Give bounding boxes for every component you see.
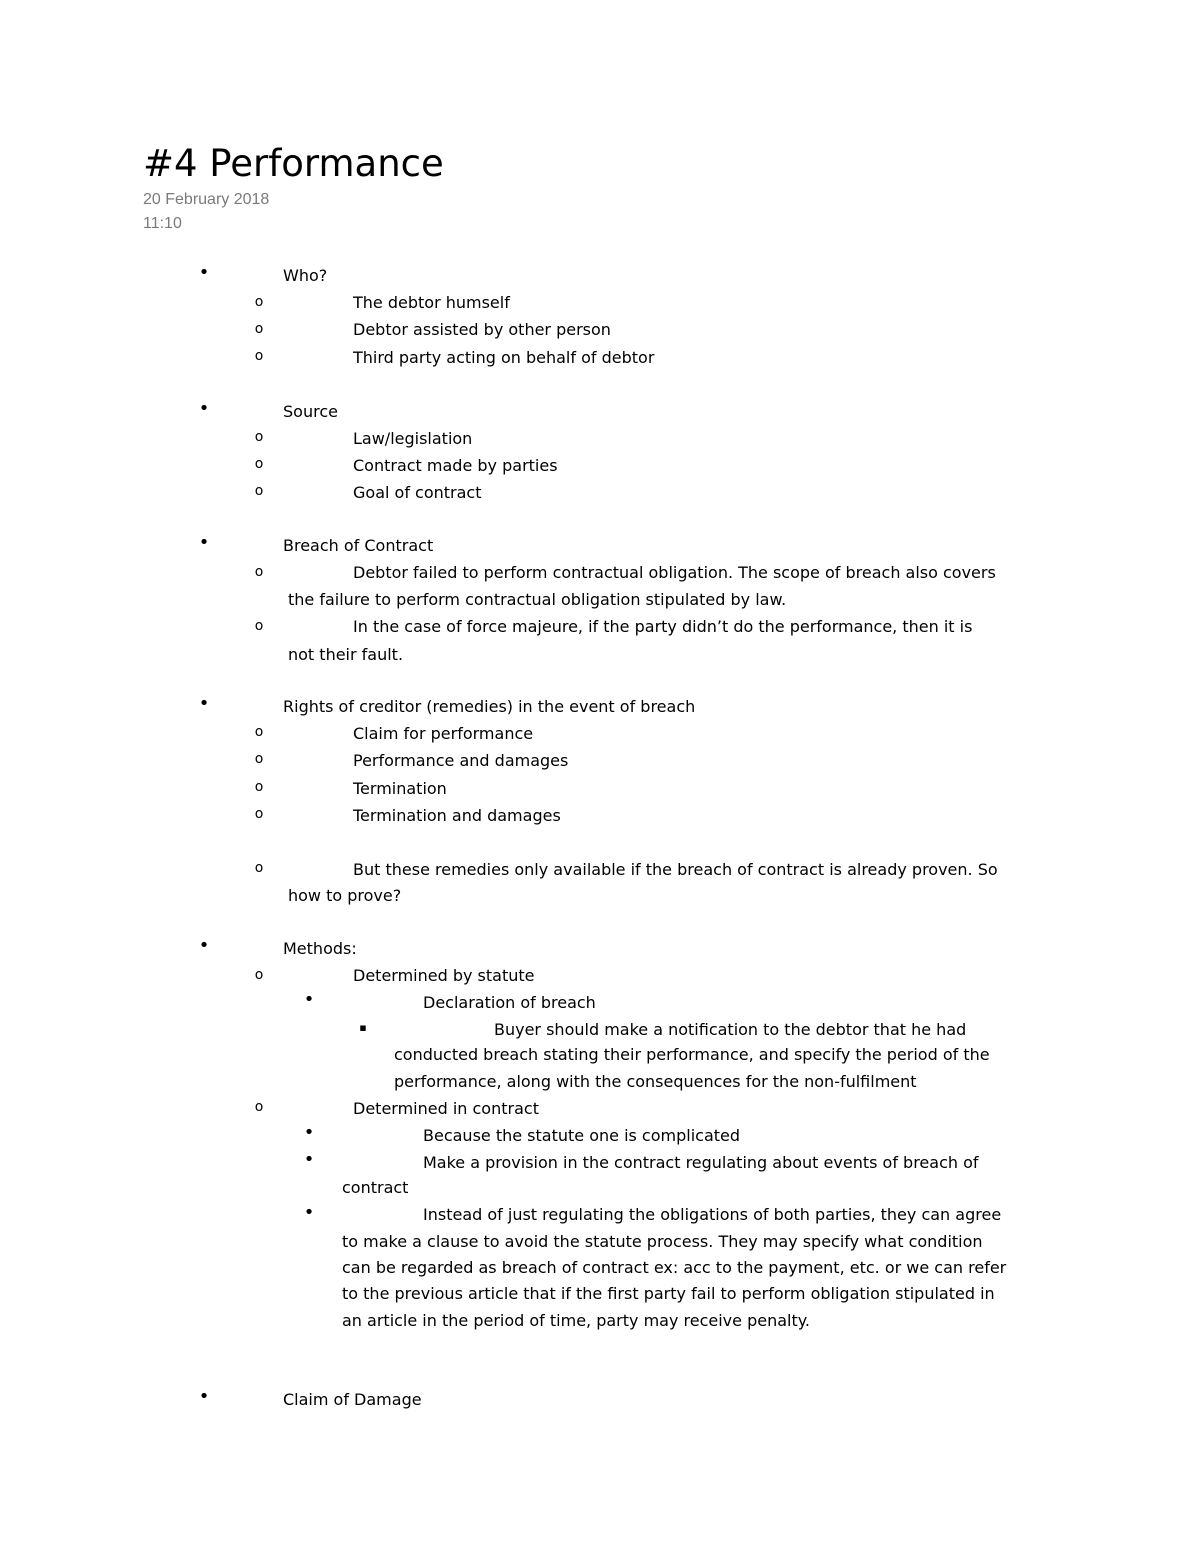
circle-bullet-icon: o (254, 456, 264, 472)
bullet-icon: • (198, 398, 210, 419)
circle-bullet-icon: o (254, 806, 264, 822)
list-item: Debtor assisted by other person (353, 320, 611, 339)
bullet-icon: • (198, 693, 210, 714)
list-item: Termination (353, 779, 447, 798)
list-item: Claim for performance (353, 724, 534, 743)
circle-bullet-icon: o (254, 348, 264, 364)
page-title: #4 Performance (143, 142, 444, 185)
list-item-continuation: not their fault. (288, 645, 404, 664)
list-item: Debtor failed to perform contractual obligation. The scope of breach also covers (353, 563, 996, 582)
list-item: Make a provision in the contract regulating about events of breach of (423, 1153, 979, 1172)
section-heading-breach: Breach of Contract (283, 536, 434, 555)
section-heading-who: Who? (283, 266, 328, 285)
list-item-continuation: contract (342, 1178, 409, 1197)
list-item: Determined by statute (353, 966, 535, 985)
note-time: 11:10 (143, 215, 182, 232)
list-item-continuation: performance, along with the consequences for the non-fulfilment (394, 1072, 917, 1091)
bullet-icon: • (198, 532, 210, 553)
list-item: Declaration of breach (423, 993, 596, 1012)
list-item-continuation: to make a clause to avoid the statute process. They may specify what condition (342, 1232, 983, 1251)
bullet-icon: • (198, 1386, 210, 1407)
list-item-continuation: to the previous article that if the first party fail to perform obligation stipulated in (342, 1284, 995, 1303)
circle-bullet-icon: o (254, 321, 264, 337)
bullet-icon: • (303, 1202, 315, 1223)
list-item: Third party acting on behalf of debtor (353, 348, 655, 367)
bullet-icon: • (303, 989, 315, 1010)
section-heading-source: Source (283, 402, 338, 421)
circle-bullet-icon: o (254, 618, 264, 634)
note-date: 20 February 2018 (143, 191, 270, 208)
list-item-continuation: the failure to perform contractual obligation stipulated by law. (288, 590, 787, 609)
list-item-continuation: can be regarded as breach of contract ex: acc to the payment, etc. or we can refer (342, 1258, 1007, 1277)
list-item-continuation: conducted breach stating their performance, and specify the period of the (394, 1045, 990, 1064)
list-item-continuation: how to prove? (288, 886, 402, 905)
circle-bullet-icon: o (254, 860, 264, 876)
circle-bullet-icon: o (254, 751, 264, 767)
list-item: Performance and damages (353, 751, 569, 770)
bullet-icon: • (198, 935, 210, 956)
square-bullet-icon: ▪ (359, 1021, 367, 1034)
list-item: But these remedies only available if the breach of contract is already proven. So (353, 860, 998, 879)
circle-bullet-icon: o (254, 294, 264, 310)
list-item-continuation: an article in the period of time, party may receive penalty. (342, 1311, 811, 1330)
list-item: Goal of contract (353, 483, 482, 502)
circle-bullet-icon: o (254, 483, 264, 499)
circle-bullet-icon: o (254, 429, 264, 445)
bullet-icon: • (303, 1122, 315, 1143)
list-item: Termination and damages (353, 806, 561, 825)
section-heading-rights: Rights of creditor (remedies) in the event of breach (283, 697, 696, 716)
circle-bullet-icon: o (254, 1099, 264, 1115)
list-item: The debtor humself (353, 293, 510, 312)
list-item: In the case of force majeure, if the party didn’t do the performance, then it is (353, 617, 973, 636)
list-item: Determined in contract (353, 1099, 539, 1118)
list-item: Law/legislation (353, 429, 473, 448)
circle-bullet-icon: o (254, 967, 264, 983)
circle-bullet-icon: o (254, 779, 264, 795)
list-item: Instead of just regulating the obligations of both parties, they can agree (423, 1205, 1002, 1224)
circle-bullet-icon: o (254, 724, 264, 740)
section-heading-damage: Claim of Damage (283, 1390, 422, 1409)
section-heading-methods: Methods: (283, 939, 357, 958)
bullet-icon: • (198, 262, 210, 283)
list-item: Buyer should make a notification to the debtor that he had (494, 1020, 967, 1039)
list-item: Contract made by parties (353, 456, 558, 475)
list-item: Because the statute one is complicated (423, 1126, 741, 1145)
bullet-icon: • (303, 1149, 315, 1170)
circle-bullet-icon: o (254, 564, 264, 580)
